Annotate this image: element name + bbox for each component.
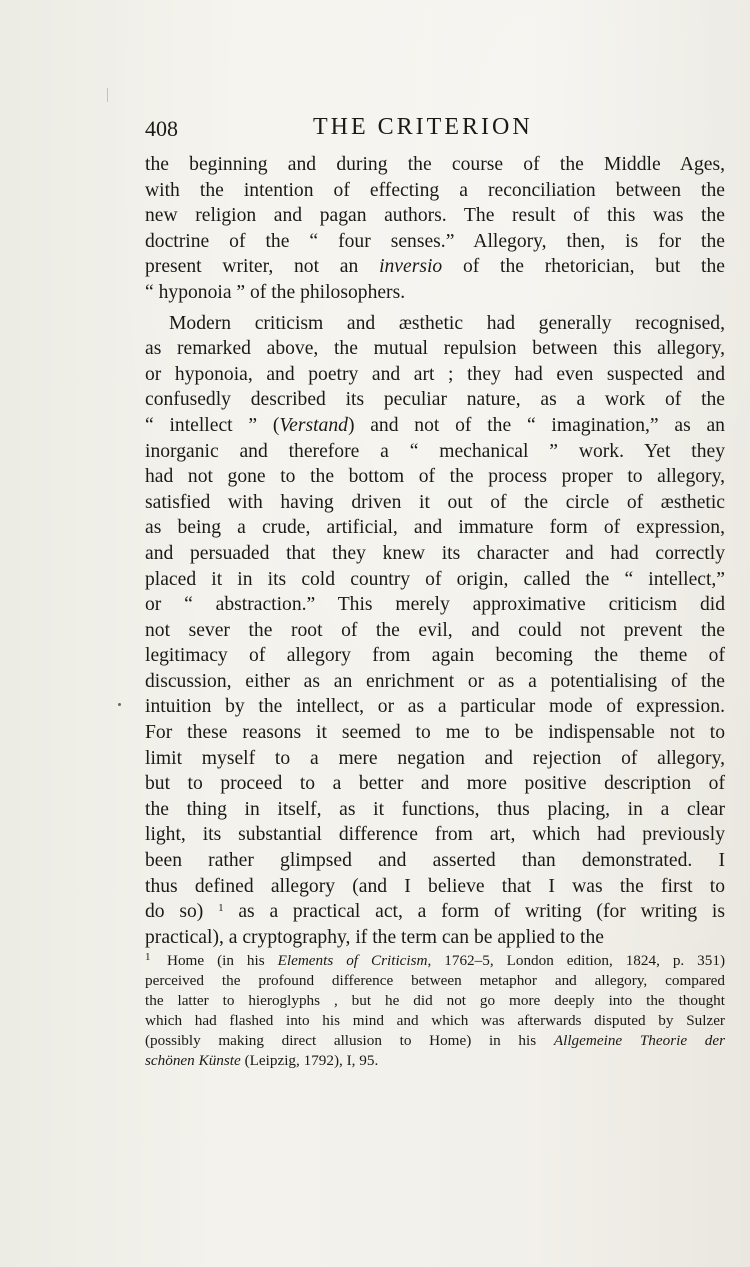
italic-text: Verstand [279, 414, 348, 436]
footnote-line: which had flashed into his mind and which was afterwards disputed by Sulzer [145, 1011, 725, 1029]
italic-text: schönen Künste [145, 1051, 241, 1069]
text-line: as being a crude, artificial, and immature form of expression, [145, 517, 725, 539]
italic-text: Allgemeine Theorie der [553, 1031, 725, 1049]
text-line: new religion and pagan authors. The result of this was the [145, 205, 725, 227]
main-text [145, 152, 725, 950]
paragraph-2 [145, 311, 725, 951]
text-line: thus defined allegory (and I believe that I was the first to [145, 875, 725, 897]
text-line: limit myself to a mere negation and rejection of allegory, [145, 747, 725, 769]
text-line: been rather glimpsed and asserted than demonstrated. I [145, 850, 725, 872]
page-number: 408 [145, 116, 178, 141]
running-head: THE CRITERION [313, 114, 533, 140]
text-line: For these reasons it seemed to me to be indispensable not to [145, 722, 725, 744]
text-line: intuition by the intellect, or as a particular mode of expression. [145, 696, 725, 718]
footnote-line: perceived the profound difference between metaphor and allegory, compared [145, 971, 725, 989]
text-line: as remarked above, the mutual repulsion between this allegory, [145, 338, 725, 360]
text-line: “ intellect ” (Verstand) and not of the “ imagination,” as an [145, 414, 725, 436]
footnote-line: (possibly making direct allusion to Home) in his Allgemeine Theorie der [145, 1031, 725, 1049]
footnote-reference[interactable]: 1 [218, 902, 224, 915]
text-line: or hyponoia, and poetry and art ; they had even suspected and [145, 363, 725, 385]
text-line: but to proceed to a better and more positive description of [145, 773, 725, 795]
paragraph-1 [145, 152, 725, 306]
page-header [145, 114, 585, 146]
text-line: inorganic and therefore a “ mechanical ” work. Yet they [145, 440, 725, 462]
italic-text: Elements of Criticism [277, 952, 428, 969]
footnote-line: the latter to hieroglyphs , but he did not go more deeply into the thought [145, 991, 725, 1009]
footnote-line: schönen Künste (Leipzig, 1792), I, 95. [145, 1051, 379, 1069]
margin-mark [107, 88, 108, 102]
text-line: Modern criticism and æsthetic had generally recognised, [169, 312, 725, 334]
text-line: doctrine of the “ four senses.” Allegory, then, is for the [145, 230, 725, 252]
text-line: placed it in its cold country of origin, called the “ intellect,” [145, 568, 725, 590]
text-line: or “ abstraction.” This merely approximative criticism did [145, 594, 725, 616]
text-line: confusedly described its peculiar nature, as a work of the [145, 389, 725, 411]
text-line: practical), a cryptography, if the term can be applied to the [145, 926, 604, 948]
margin-dot [118, 703, 121, 706]
text-line: present writer, not an inversio of the rhetorician, but the [145, 256, 725, 278]
text-line: do so) $^1$ as a practical act, a form of writing (for writing is [145, 901, 726, 923]
text-line: and persuaded that they knew its character and had correctly [145, 542, 725, 564]
footnote-line: 1 Home (in his Elements of Criticism, 1762–5, London edition, 1824, p. 351) [145, 951, 725, 971]
text-line: light, its substantial difference from art, which had previously [145, 824, 725, 846]
text-line: discussion, either as an enrichment or as a potentialising of the [145, 670, 725, 692]
text-line: legitimacy of allegory from again becoming the theme of [145, 645, 725, 667]
italic-text: inversio [379, 256, 443, 278]
text-line: the thing in itself, as it functions, thus placing, in a clear [145, 798, 725, 820]
footnote [145, 951, 725, 1070]
text-line: had not gone to the bottom of the process proper to allegory, [145, 466, 725, 488]
footnote-marker: 1 [145, 951, 151, 963]
text-line: satisfied with having driven it out of the circle of æsthetic [145, 491, 725, 513]
text-line: with the intention of effecting a reconciliation between the [145, 179, 725, 201]
text-line: “ hyponoia ” of the philosophers. [145, 281, 406, 303]
text-line: not sever the root of the evil, and could not prevent the [145, 619, 725, 641]
text-line: the beginning and during the course of the Middle Ages, [145, 154, 725, 175]
